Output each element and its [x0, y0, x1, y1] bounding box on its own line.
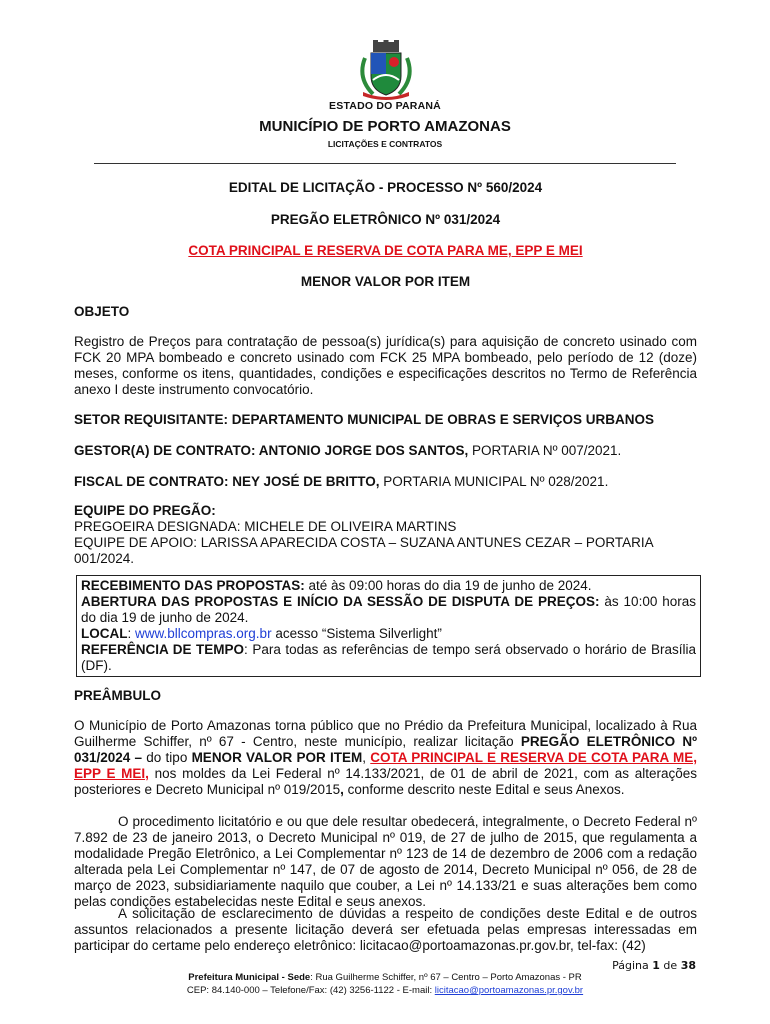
p1-criterio: MENOR VALOR POR ITEM: [191, 750, 363, 765]
p1-text-a: O Município de Porto Amazonas torna público que no Prédio da Prefeitura Municipal, localizado à Rua Guilherme Schiffer, nº 67 - Centro, neste município, realizar licitação: [74, 718, 697, 749]
footer-address: [0, 971, 770, 984]
recebimento-label: RECEBIMENTO DAS PROPOSTAS:: [81, 578, 305, 593]
preambulo-paragraph-1: [74, 718, 697, 798]
header-sector: LICITAÇÕES E CONTRATOS: [327, 139, 443, 149]
footer-contact-text: CEP: 84.140-000 – Telefone/Fax: (42) 3256-1122 - E-mail:: [186, 985, 435, 996]
equipe-section: [74, 503, 697, 567]
local-line: [81, 626, 696, 642]
preambulo-paragraph-2: O procedimento licitatório e ou que dele resultar obedecerá, integralmente, o Decreto Federal nº 7.892 de 23 de janeiro 2013, o Decreto Municipal nº 019, de 27 de julho de 2015, que regulamenta a modalidade Pregão Eletrônico, a Lei Complementar nº 123 de 14 de dezembro de 2006 com a redação alterada pela Lei Complementar nº 147, de 07 de agosto de 2014, Decreto Municipal nº 056, de 28 de março de 2023, subsidiariamente naquilo que couber, a Lei nº 14.133/21 e suas alterações bem como pelas condições estabelecidas neste Edital e seus anexos.: [74, 814, 697, 909]
footer-email-link[interactable]: licitacao@portoamazonas.pr.gov.br: [434, 985, 584, 996]
preambulo-heading: PREÂMBULO: [74, 688, 161, 703]
municipal-coat-of-arms-icon: [355, 40, 417, 100]
header-state: ESTADO DO PARANÁ: [329, 100, 441, 112]
gestor-label: GESTOR(A) DE CONTRATO: ANTONIO JORGE DOS SANTOS,: [74, 443, 469, 458]
footer-label: Prefeitura Municipal - Sede: [188, 972, 311, 983]
referencia-label: REFERÊNCIA DE TEMPO: [81, 642, 245, 657]
pregao-title: PREGÃO ELETRÔNICO Nº 031/2024: [270, 212, 501, 227]
referencia-line: [81, 642, 696, 674]
local-label: LOCAL: [81, 626, 128, 641]
p1-text-g: nos moldes da Lei Federal nº 14.133/2021, de 01 de abril de 2021, com as alterações posteriores e Decreto Municipal nº 019/2015: [74, 766, 697, 797]
cota-title: COTA PRINCIPAL E RESERVA DE COTA PARA ME, EPP E MEI: [188, 243, 583, 258]
footer-contact: [0, 984, 770, 997]
local-text: acesso “Sistema Silverlight”: [271, 626, 442, 641]
gestor-line: [74, 443, 697, 459]
gestor-portaria: PORTARIA Nº 007/2021.: [468, 443, 622, 458]
page-prefix: Página: [612, 959, 653, 972]
apoio-line: EQUIPE DE APOIO: LARISSA APARECIDA COSTA – SUZANA ANTUNES CEZAR – PORTARIA 001/2024.: [74, 535, 653, 566]
pregoeira-line: PREGOEIRA DESIGNADA: MICHELE DE OLIVEIRA MARTINS: [74, 519, 457, 534]
abertura-label: ABERTURA DAS PROPOSTAS E INÍCIO DA SESSÃO DE DISPUTA DE PREÇOS:: [81, 594, 600, 609]
abertura-text: às 10:00 horas do dia 19 de junho de 2024.: [81, 594, 696, 625]
header-municipality: MUNICÍPIO DE PORTO AMAZONAS: [259, 118, 511, 135]
footer-address-text: : Rua Guilherme Schiffer, nº 67 – Centro – Porto Amazonas - PR: [310, 972, 582, 983]
fiscal-line: [74, 474, 697, 490]
fiscal-label: FISCAL DE CONTRATO: NEY JOSÉ DE BRITTO,: [74, 474, 380, 489]
abertura-line: [81, 594, 696, 626]
dates-box: [76, 575, 701, 677]
objeto-heading: OBJETO: [74, 304, 130, 319]
header-divider: [94, 163, 676, 164]
p1-text-e: ,: [362, 750, 371, 765]
fiscal-portaria: PORTARIA MUNICIPAL Nº 028/2021.: [379, 474, 609, 489]
setor-requisitante: SETOR REQUISITANTE: DEPARTAMENTO MUNICIPAL DE OBRAS E SERVIÇOS URBANOS: [74, 412, 655, 427]
local-colon: :: [127, 626, 136, 641]
preambulo-paragraph-3: A solicitação de esclarecimento de dúvidas a respeito de condições deste Edital e de outros assuntos relacionados a presente licitação deverá ser efetuada pelas empresas interessadas em participar do certame pelo endereço eletrônico: licitacao@portoamazonas.pr.gov.br, tel-fax: (42): [74, 906, 697, 953]
edital-title: EDITAL DE LICITAÇÃO - PROCESSO Nº 560/2024: [228, 180, 543, 195]
recebimento-text: até às 09:00 horas do dia 19 de junho de 2024.: [304, 578, 592, 593]
criterio-title: MENOR VALOR POR ITEM: [300, 274, 471, 289]
recebimento-line: [81, 578, 696, 594]
page-middle: de: [659, 959, 681, 972]
p1-cota: COTA PRINCIPAL E RESERVA DE COTA PARA ME, EPP E MEI,: [74, 750, 697, 781]
equipe-heading: EQUIPE DO PREGÃO:: [74, 503, 216, 518]
p1-pregao: PREGÃO ELETRÔNICO Nº 031/2024 –: [74, 734, 697, 765]
p1-text-i: conforme descrito neste Edital e seus Anexos.: [343, 782, 625, 797]
referencia-text: : Para todas as referências de tempo será observado o horário de Brasília (DF).: [81, 642, 696, 673]
p1-comma: ,: [340, 782, 344, 797]
bllcompras-link[interactable]: www.bllcompras.org.br: [135, 626, 272, 641]
page-current: 1: [652, 959, 660, 972]
objeto-text: Registro de Preços para contratação de pessoa(s) jurídica(s) para aquisição de concreto usinado com FCK 20 MPA bombeado e concreto usinado com FCK 25 MPA bombeado, pelo período de 12 (doze) meses, conforme os itens, quantidades, condições e especificações descritos no Termo de Referência anexo I deste instrumento convocatório.: [74, 334, 697, 397]
page-total: 38: [680, 959, 696, 972]
p1-text-c: do tipo: [142, 750, 192, 765]
